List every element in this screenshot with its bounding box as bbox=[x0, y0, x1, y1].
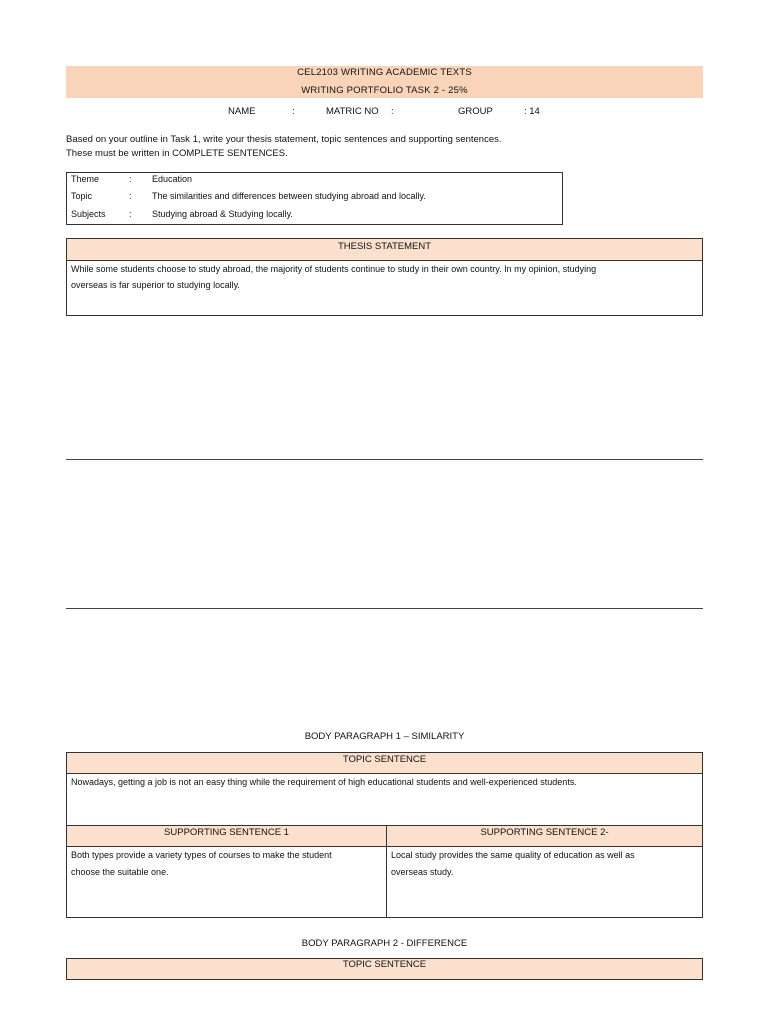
course-title: CEL2103 WRITING ACADEMIC TEXTS bbox=[297, 67, 472, 78]
body-paragraph-2-title: BODY PARAGRAPH 2 - DIFFERENCE bbox=[301, 938, 468, 949]
supporting-headers-row bbox=[67, 826, 702, 847]
thesis-line-2: overseas is far superior to studying locally. bbox=[71, 280, 240, 290]
thesis-text bbox=[67, 261, 702, 293]
supporting-1-line-2: choose the suitable one. bbox=[71, 867, 169, 877]
thesis-line-1: While some students choose to study abroad, the majority of students continue to study in their own country. In my opinion, studying bbox=[71, 264, 597, 274]
task-title: WRITING PORTFOLIO TASK 2 - 25% bbox=[301, 85, 468, 96]
meta-colon: : bbox=[129, 191, 132, 201]
body-paragraph-1-title: BODY PARAGRAPH 1 – SIMILARITY bbox=[304, 731, 465, 742]
meta-value: Education bbox=[152, 174, 193, 184]
supporting-2-line-2: overseas study. bbox=[391, 867, 454, 877]
divider-line bbox=[66, 459, 703, 460]
name-label: NAME bbox=[228, 106, 256, 117]
body-paragraph-1-table bbox=[66, 752, 703, 918]
group-label: GROUP bbox=[458, 106, 493, 117]
instructions-line-1: Based on your outline in Task 1, write your thesis statement, topic sentences and supporting sentences. bbox=[66, 134, 502, 145]
meta-value: Studying abroad & Studying locally. bbox=[152, 209, 293, 219]
name-colon: : bbox=[292, 106, 295, 117]
topic-sentence-header-2: TOPIC SENTENCE bbox=[67, 959, 702, 979]
thesis-statement-box bbox=[66, 238, 703, 316]
supporting-sentence-1-text bbox=[67, 847, 387, 917]
meta-colon: : bbox=[129, 209, 132, 219]
supporting-sentence-2-header: SUPPORTING SENTENCE 2- bbox=[387, 826, 702, 846]
instructions bbox=[66, 133, 706, 161]
matric-colon: : bbox=[391, 106, 394, 117]
divider-line bbox=[66, 608, 703, 609]
meta-key: Subjects bbox=[71, 209, 106, 219]
meta-colon: : bbox=[129, 174, 132, 184]
supporting-2-line-1: Local study provides the same quality of education as well as bbox=[391, 850, 635, 860]
thesis-header: THESIS STATEMENT bbox=[67, 239, 702, 261]
meta-key: Theme bbox=[71, 174, 100, 184]
header-banner bbox=[66, 66, 703, 98]
topic-sentence-text: Nowadays, getting a job is not an easy thing while the requirement of high educational students and well-experienced students. bbox=[67, 774, 702, 826]
group-value: : 14 bbox=[524, 106, 540, 117]
topic-sentence-header: TOPIC SENTENCE bbox=[67, 753, 702, 774]
instructions-line-2: These must be written in COMPLETE SENTENCES. bbox=[66, 148, 288, 159]
supporting-text-row bbox=[67, 847, 702, 917]
theme-topic-box bbox=[66, 172, 563, 225]
supporting-1-line-1: Both types provide a variety types of courses to make the student bbox=[71, 850, 332, 860]
supporting-sentence-2-text bbox=[387, 847, 702, 917]
meta-value: The similarities and differences between studying abroad and locally. bbox=[152, 191, 426, 201]
supporting-sentence-1-header: SUPPORTING SENTENCE 1 bbox=[67, 826, 387, 846]
body-paragraph-2-table bbox=[66, 958, 703, 980]
meta-key: Topic bbox=[71, 191, 93, 201]
matric-label: MATRIC NO bbox=[326, 106, 379, 117]
